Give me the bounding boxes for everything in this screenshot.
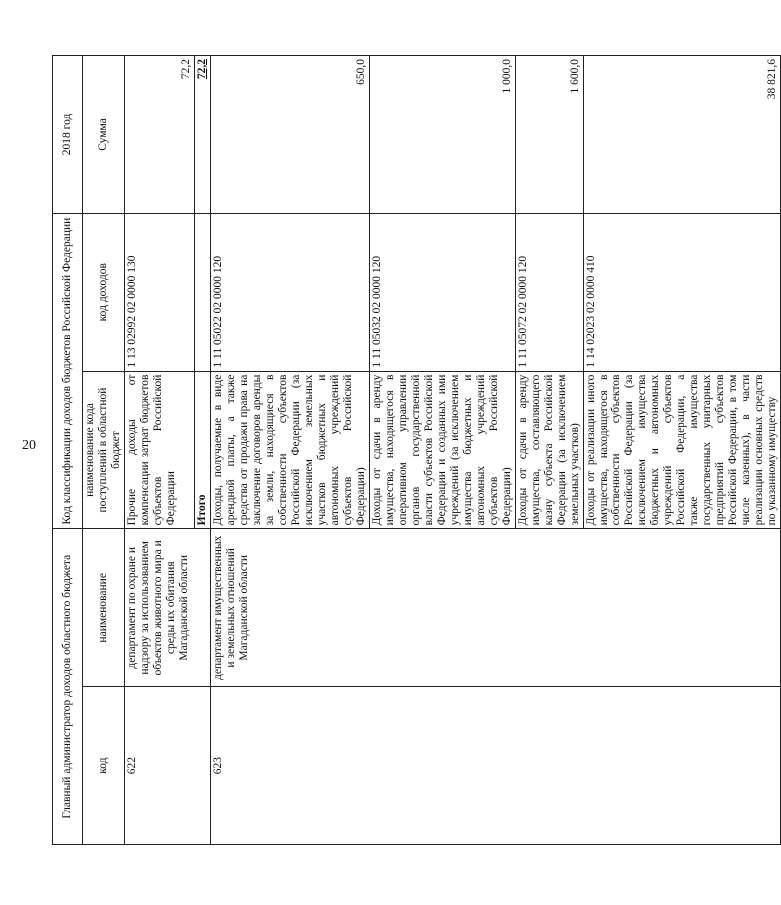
income-sum: 1 000,0 [369, 56, 515, 214]
income-sum: 38 821,6 [583, 56, 781, 214]
table-row [210, 56, 369, 845]
table-row [124, 56, 194, 845]
header-row-sub [83, 56, 125, 845]
total-sum: 72,2 [194, 56, 210, 214]
admin-name: департамент по охране и надзору за использованием объектов животного мира и среды их обитания Магаданской области [124, 529, 210, 687]
income-sum: 650,0 [210, 56, 369, 214]
revenue-table [52, 55, 781, 845]
income-description: Доходы от сдачи в аренду имущества, находящегося в оперативном управлении органов государственной власти субъектов Российской Федерации и созданных ими учреждений (за исключением имущества бюджетных и автономных учреждений субъектов Российской Федерации) [369, 371, 515, 529]
income-code: 1 13 02992 02 0000 130 [124, 213, 194, 371]
page-number: 20 [22, 438, 36, 453]
income-description: Доходы от сдачи в аренду имущества, составляющего казну субъекта Российской Федерации (за исключением земельных участков) [515, 371, 583, 529]
income-code: 1 11 05032 02 0000 120 [369, 213, 515, 371]
header-income-code: код доходов [83, 213, 125, 371]
header-name: наименование [83, 529, 125, 687]
total-code-empty [194, 213, 210, 371]
header-income-name: наименование кода поступлений в областной бюджет [83, 371, 125, 529]
admin-code: 623 [210, 687, 780, 845]
header-year: 2018 год [53, 56, 83, 214]
total-label: Итого [194, 371, 210, 529]
income-sum: 1 600,0 [515, 56, 583, 214]
income-code: 1 11 05022 02 0000 120 [210, 213, 369, 371]
header-admin: Главный администратор доходов областного бюджета [53, 529, 83, 845]
header-row-top [53, 56, 83, 845]
admin-code: 622 [124, 687, 210, 845]
income-code: 1 11 05072 02 0000 120 [515, 213, 583, 371]
income-description: Доходы, получаемые в виде арендной платы, а также средства от продажи права на заключение договоров аренды за земли, находящиеся в собственности субъектов Российской Федерации (за исключением земельных участков бюджетных и автономных учреждений субъектов Российской Федерации) [210, 371, 369, 529]
income-description: Прочие доходы от компенсации затрат бюджетов субъектов Российской Федерации [124, 371, 194, 529]
header-code: код [83, 687, 125, 845]
income-sum: 72,2 [124, 56, 194, 214]
income-code: 1 14 02023 02 0000 410 [583, 213, 781, 371]
admin-name: департамент имущественных и земельных отношений Магаданской области [210, 529, 780, 687]
header-sum: Сумма [83, 56, 125, 214]
rotated-table-wrapper [52, 55, 779, 845]
income-description: Доходы от реализации иного имущества, находящегося в собственности субъектов Российской Федерации (за исключением имущества бюджетных и автономных учреждений субъектов Российской Федерации, а также имущества государственных унитарных предприятий субъектов Российской Федерации, в том числе казенных), в части реализации основных средств по указанному имуществу [583, 371, 781, 529]
header-kbk: Код классификации доходов бюджетов Российской Федерации [53, 213, 83, 529]
